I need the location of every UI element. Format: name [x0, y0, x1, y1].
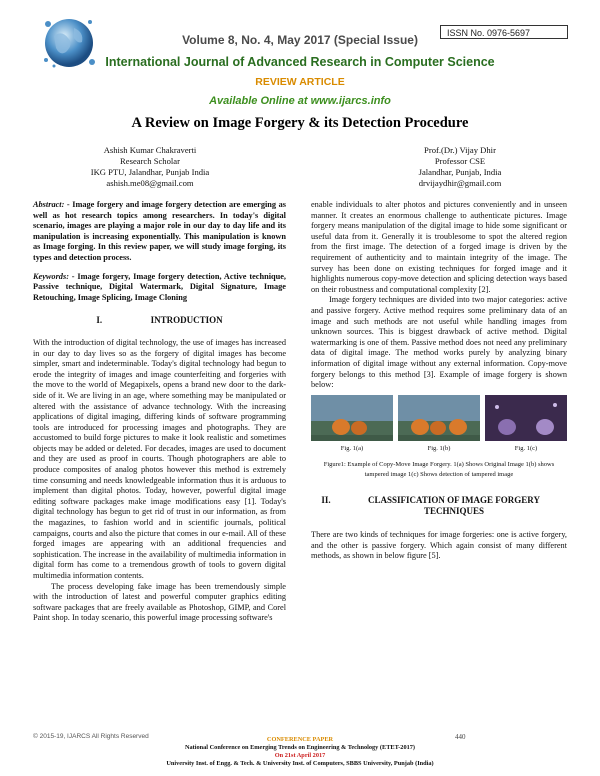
section-1-heading [33, 315, 286, 326]
abstract-text: - Image forgery and image forgery detection are emerging as well as hot research topics among researchers. In today's digital scenario, images are playing a major role in our day to day life and its manipulation is increasing exponentially. This manipulation is known as Image forging. In this review paper, we will study image forging, its types and detection process. [33, 200, 286, 262]
intro-paragraph-1: With the introduction of digital technology, the use of images has increased in our day to day lives so as the forgery of digital images has become simpler, smart and indeterminable. Today's digital technology had begun to erode the integrity of images and image counterfeiting and forgeries with the move to the world of Megapixels, opens a brand new door to the dark-side of it. We are living in an age, where something may be manipulated or altered with the assistance of advance technology. With the increasing applications of digital imaging, differing kinds of software programming tools are introduced for processing images and photographs. They are accustomed to build forge pictures to make it look realistic and sometimes objects may be added or deleted. For decades, images are used to document and they are used as proof in courts. Though photographers are able to produce composites of analog photos however this method is extremely time consuming and needs knowledgeable information thus it is arduous to implement than digital photos. Today, however, powerful digital image editing software packages make image modifications easy [1]. Today's digital technology has begun to get rid of trust in our information, as from the magazines, to fashion world and in scientific journals, political campaigns, courts and also the picture that comes in our e-mail. All of these forged images are appearing with an additional frequencies and sophistication. The increase in the availability of multimedia information in digital form has come to a tremendous growth of tools to govern digital multimedia information contents. [33, 337, 286, 580]
section-1-number: I. [96, 315, 103, 326]
conference-organizer: University Inst. of Engg. & Tech. & University Inst. of Computers, SBBS University, Punjab (India) [166, 760, 434, 767]
author-1-name: Ashish Kumar Chakraverti [103, 145, 197, 155]
figure-1a-label: Fig. 1(a) [340, 445, 364, 453]
figure-1b [398, 395, 480, 455]
footer-page-number: 440 [455, 733, 466, 741]
figure-1c [485, 395, 567, 455]
author-1-email: ashish.me08@gmail.com [106, 178, 194, 188]
figure-1-caption: Figure1: Example of Copy-Move Image Forgery. 1(a) Shows Original Image 1(b) shows tampered image 1(c) Shows detection of tampered image [323, 460, 555, 479]
keywords-text: - Image forgery, Image forgery detection, Active technique, Passive technique, Digital Watermark, Digital Signature, Image Retouching, Image Splicing, Image Cloning [33, 271, 286, 302]
right-paragraph-2: Image forgery techniques are divided into two major categories: active and passive forgery. Active method requires some preliminary data of an image and such methods are not useful while handling images from unknown sources. This is biggest drawback of active method. Digital watermarking is one of them. Passive method does not need any preliminary data of digital image. The method works purely by analyzing binary information of digital image without any external information. Copy-move forgery belongs to this method [3]. Example of image forgery is shown below: [311, 295, 567, 390]
intro-paragraph-2: The process developing fake image has been tremendously simple with the introduction of latest and powerful computer graphics editing software packages that are freely available as Photoshop, GIMP, and Corel Paint shop. In today scenario, this powerful image processing software's [33, 581, 286, 623]
article-type: REVIEW ARTICLE [255, 76, 345, 88]
figure-1 [311, 395, 567, 455]
author-2-name: Prof.(Dr.) Vijay Dhir [424, 145, 496, 155]
abstract-label: Abstract: [33, 200, 65, 209]
section-2-heading [311, 495, 567, 516]
author-2-affiliation: Jalandhar, Punjab, India [418, 167, 502, 177]
online-url: Available Online at www.ijarcs.info [209, 95, 391, 107]
author-1-role: Research Scholar [120, 156, 180, 166]
journal-name: International Journal of Advanced Research in Computer Science [105, 55, 495, 69]
author-2-email: drvijaydhir@gmail.com [418, 178, 502, 188]
figure-1a-image [311, 395, 393, 441]
section-1-title: INTRODUCTION [150, 315, 223, 326]
issn-box: ISSN No. 0976-5697 [440, 25, 568, 39]
figure-1c-image [485, 395, 567, 441]
keywords-label: Keywords: [33, 271, 69, 281]
section-2-title: CLASSIFICATION OF IMAGE FORGERY TECHNIQUES [368, 495, 540, 516]
conference-label: CONFERENCE PAPER [266, 736, 334, 743]
conference-name: National Conference on Emerging Trends on Engineering & Technology (ETET-2017) [184, 744, 416, 751]
volume-line: Volume 8, No. 4, May 2017 (Special Issue) [182, 33, 418, 47]
right-paragraph-1: enable individuals to alter photos and pictures conveniently and in unseen manner. It creates an enormous challenge to authenticate pictures. Image forgery means manipulation of the digital image to hide some significant or useful data from it. Generally it is troublesome to spot the altered region from the first image. The detection of a forged image is driven by the requirement of authenticity and to maintain integrity of the image. The survey has been done on existing techniques for forged image and it highlights numerous copy-move detection and splicing detection ways based on their robustness and computational complexity [2]. [311, 200, 567, 294]
left-column [33, 200, 286, 624]
conference-date: On 21st April 2017 [274, 752, 326, 759]
section-2-number: II. [321, 495, 331, 506]
figure-1b-label: Fig. 1(b) [427, 445, 451, 453]
paper-title: A Review on Image Forgery & its Detection Procedure [131, 115, 469, 131]
keywords [33, 272, 286, 304]
figure-1c-label: Fig. 1(c) [514, 445, 538, 453]
author-1-affiliation: IKG PTU, Jalandhar, Punjab India [90, 167, 210, 177]
author-2-role: Professor CSE [434, 156, 486, 166]
right-column [311, 200, 567, 562]
author-2 [360, 145, 560, 189]
figure-1b-image [398, 395, 480, 441]
figure-1a [311, 395, 393, 455]
abstract [33, 200, 286, 264]
footer-copyright: © 2015-19, IJARCS All Rights Reserved [33, 733, 149, 740]
author-1 [40, 145, 260, 189]
right-paragraph-3: There are two kinds of techniques for image forgeries: one is active forgery, and the other is passive forgery. Which again consist of many different methods, as shown in below figure [5]. [311, 530, 567, 561]
